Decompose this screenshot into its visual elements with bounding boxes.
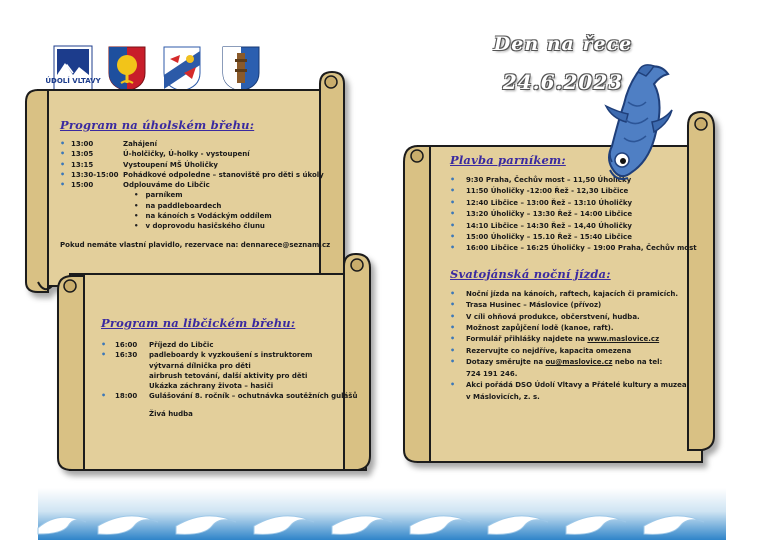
program-row: • 13:00 Zahájení (60, 139, 158, 148)
program-row: • 18:00 Gulášování 8. ročník – ochutnávka soutěžních gulášů (101, 391, 358, 401)
section-title-uholicky: Program na úholském břehu: (60, 118, 255, 132)
timetable-row: • 16:00 Libčice – 16:25 Úholičky – 19:00 Praha, Čechův most (450, 243, 697, 253)
info-row: • Noční jízda na kánoích, raftech, kajacích či pramicích. (450, 288, 678, 298)
timetable-row: • 13:20 Úholičky – 13:30 Řež – 14:00 Libčice (450, 209, 633, 219)
program-row-cont: Ukázka záchrany života – hasiči (149, 382, 274, 391)
maslovice-website-link[interactable]: www.maslovice.cz (587, 335, 660, 344)
info-row: • V cíli ohňová produkce, občerstvení, hudba. (450, 311, 640, 321)
timetable-row: • 11:50 Úholičky -12:00 Řež - 12,30 Libčice (450, 186, 629, 196)
program-row: • 16:00 Příjezd do Libčic (101, 340, 214, 349)
info-row: • Dotazy směrujte na ou@maslovice.cz nebo na tel: (450, 357, 663, 367)
info-row-cont: 724 191 246. (466, 369, 518, 378)
info-row-cont: v Máslovicích, z. s. (466, 392, 540, 401)
logo-text-udoli: ÚDOLÍ VLTAVY (45, 77, 101, 85)
event-date: 24.6.2023 (502, 70, 624, 94)
timetable-row: • 12:40 Libčice – 13:00 Řež – 13:10 Úholičky (450, 197, 633, 207)
info-row: • Rezervujte co nejdříve, kapacita omezena (450, 345, 632, 355)
info-row: • Akci pořádá DSO Údolí Vltavy a Přátelé kultury a muzea (450, 380, 687, 390)
info-row: • Možnost zapůjčení lodě (kanoe, raft). (450, 323, 614, 333)
boat-option: • na paddleboardech (60, 201, 330, 211)
timetable-row: • 14:10 Libčice – 14:30 Řež – 14,40 Úholičky (450, 220, 632, 230)
program-row: • 13:05 Ú-holčičky, Ú-holky - vystoupení (60, 149, 250, 159)
info-row: • Trasa Husinec – Máslovice (přívoz) (450, 300, 602, 310)
section-title-svatojanska: Svatojánská noční jízda: (450, 266, 611, 281)
timetable-row: • 15:00 Úholičky – 15.10 Řež – 15:40 Libčice (450, 232, 632, 242)
boat-option: • parníkem (60, 190, 330, 200)
contact-email-link[interactable]: ou@maslovice.cz (545, 358, 613, 367)
section-title-plavba: Plavba parníkem: (450, 153, 566, 167)
program-row: • 16:30 padleboardy k vyzkoušení s instruktorem (101, 350, 313, 360)
program-row-cont: výtvarná dílnička pro děti (149, 361, 251, 370)
event-title: Den na řece (493, 33, 633, 55)
fish-icon (598, 62, 678, 192)
program-row-cont: airbrush tetování, další aktivity pro děti (149, 371, 308, 380)
section-title-libcice: Program na libčickém břehu: (101, 316, 296, 330)
program-row: • 15:00 Odplouváme do Libčic (60, 180, 210, 190)
scroll-libcice (48, 248, 378, 480)
river-waves-decoration (38, 488, 726, 540)
boat-option: • na kánoích s Vodáckým oddílem (60, 211, 330, 221)
program-row-extra: Živá hudba (149, 409, 193, 418)
program-row: • 13:30-15:00 Pohádkové odpoledne – stanoviště pro děti s úkoly (60, 169, 324, 179)
program-row: • 13:15 Vystoupení MŠ Úholičky (60, 159, 218, 169)
info-row: • Formulář přihlášky najdete na www.maslovice.cz (450, 334, 660, 344)
boat-option: • v doprovodu hasičského člunu (60, 221, 330, 231)
timetable-row: • 9:30 Praha, Čechův most – 11,50 Úholičky (450, 175, 632, 184)
reservation-note: Pokud nemáte vlastní plavidlo, rezervace na: dennarece@seznam.cz (60, 240, 331, 249)
